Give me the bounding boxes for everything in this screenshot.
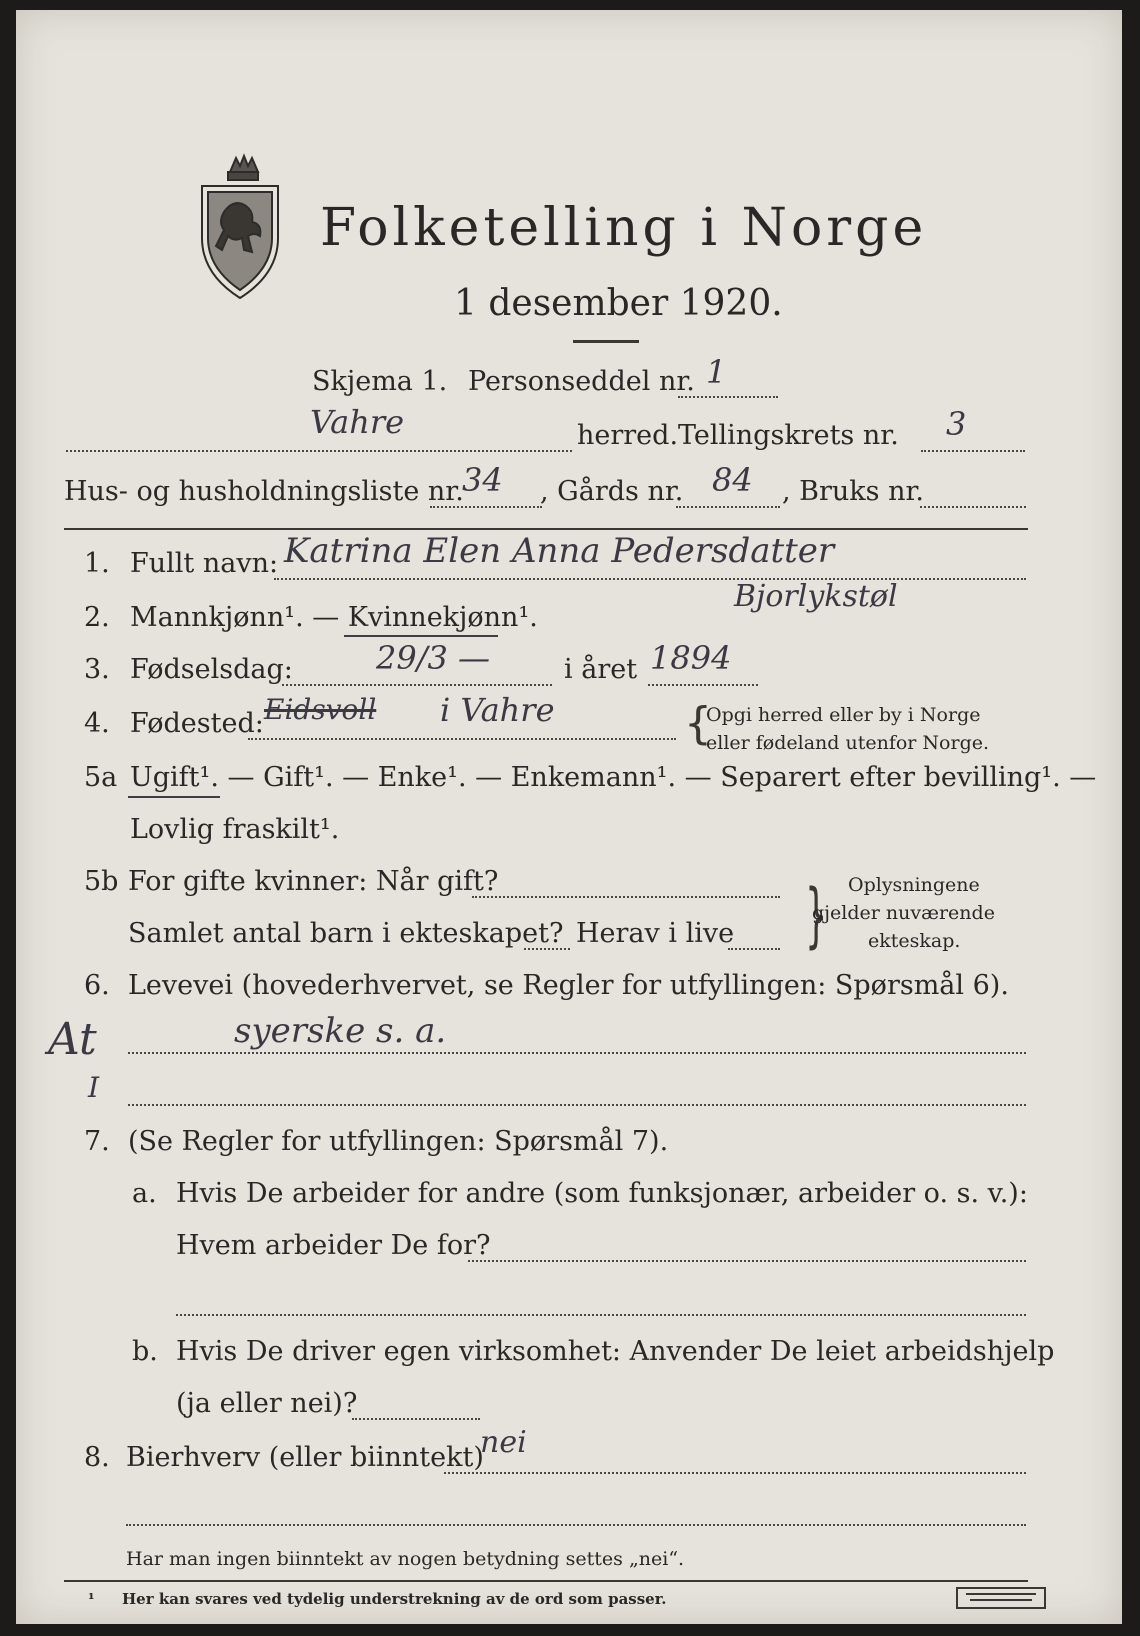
q5b-children-line (524, 948, 570, 950)
personseddel-line (678, 396, 778, 398)
q5b-alive-line (728, 948, 780, 950)
q1-label: Fullt navn: (130, 548, 279, 579)
q7a-line-extra (176, 1314, 1026, 1316)
q2-label: Mannkjønn¹. — Kvinnekjønn¹. (130, 602, 538, 633)
title-divider (573, 340, 639, 343)
q5a-line1: Ugift¹. — Gift¹. — Enke¹. — Enkemann¹. — Separert efter bevilling¹. — (130, 762, 1097, 793)
q6-label: Levevei (hovederhvervet, se Regler for utfyllingen: Spørsmål 6). (128, 970, 1009, 1001)
q7a-line (468, 1260, 1026, 1262)
herred-label: herred. (577, 420, 679, 451)
q5b-number: 5b (84, 866, 119, 897)
q5b-note-line2: gjelder nuværende (812, 902, 995, 924)
footer-divider (64, 1580, 1028, 1582)
tellingskrets-value: 3 (946, 405, 967, 443)
printer-stamp-icon (956, 1587, 1046, 1609)
q6-line1 (128, 1052, 1026, 1054)
gards-label: , Gårds nr. (540, 476, 684, 507)
q7b-line (352, 1418, 480, 1420)
q4-struck-value: Eidsvoll (264, 693, 377, 726)
household-list-line (430, 506, 542, 508)
personseddel-label: Personseddel nr. (468, 366, 695, 397)
q6-number: 6. (84, 970, 110, 1001)
q4-line (248, 738, 676, 740)
gards-value: 84 (712, 461, 753, 499)
q4-number: 4. (84, 708, 110, 739)
q1-number: 1. (84, 548, 110, 579)
section-divider (64, 528, 1028, 530)
tellingskrets-label: Tellingskrets nr. (678, 420, 899, 451)
household-list-label: Hus- og husholdningsliste nr. (64, 476, 464, 507)
q3-number: 3. (84, 654, 110, 685)
bruks-line (920, 506, 1026, 508)
coat-of-arms-icon (194, 142, 286, 302)
q3-year-value: 1894 (650, 639, 732, 677)
q5a-number: 5a (84, 762, 118, 793)
q8-value: nei (480, 1425, 527, 1460)
herred-line (66, 450, 572, 452)
q5b-line1: For gifte kvinner: Når gift? (128, 866, 499, 897)
footer-note: Har man ingen biinntekt av nogen betydning settes „nei“. (126, 1548, 685, 1570)
household-list-value: 34 (462, 461, 503, 499)
q5b-note-line1: Oplysningene (848, 874, 980, 896)
q7a-letter: a. (132, 1178, 157, 1209)
tellingskrets-line (921, 450, 1025, 452)
q7b-line2: (ja eller nei)? (176, 1388, 358, 1419)
q4-note-line1: Opgi herred eller by i Norge (706, 704, 981, 726)
gards-line (676, 506, 780, 508)
q5a-underline-ugift (128, 796, 220, 798)
q8-line (444, 1472, 1026, 1474)
census-form (16, 10, 1122, 1624)
q1-line (274, 578, 1026, 580)
q7-label: (Se Regler for utfyllingen: Spørsmål 7). (128, 1126, 669, 1157)
q3-year-line (648, 684, 758, 686)
q3-line (282, 684, 552, 686)
q6-margin-mark-2: I (88, 1071, 100, 1104)
q5b-note-line3: ekteskap. (868, 930, 961, 952)
q3-year-label: i året (564, 654, 638, 685)
q8-number: 8. (84, 1442, 110, 1473)
census-date: 1 desember 1920. (454, 283, 783, 324)
q5b-brace: } (805, 874, 828, 956)
q1-value-surname: Bjorlykstøl (734, 579, 898, 614)
herred-value: Vahre (310, 403, 405, 441)
footnote-mark: ¹ (88, 1590, 95, 1608)
q2-underline-kvinnekjonn (344, 635, 498, 637)
q7b-letter: b. (132, 1336, 158, 1367)
q4-brace: { (684, 698, 712, 749)
q7a-line2: Hvem arbeider De for? (176, 1230, 491, 1261)
q7a-line1: Hvis De arbeider for andre (som funksjonær, arbeider o. s. v.): (176, 1178, 1028, 1209)
q7b-line1: Hvis De driver egen virksomhet: Anvender De leiet arbeidshjelp (176, 1336, 1055, 1367)
q8-line-extra (126, 1524, 1026, 1526)
q4-note-line2: eller fødeland utenfor Norge. (706, 732, 990, 754)
footnote-text: Her kan svares ved tydelig understrekning av de ord som passer. (122, 1590, 667, 1608)
q4-label: Fødested: (130, 708, 264, 739)
q6-margin-mark: At (48, 1014, 97, 1065)
schema-label: Skjema 1. (312, 366, 448, 397)
q4-value: i Vahre (440, 691, 555, 729)
bruks-label: , Bruks nr. (782, 476, 925, 507)
form-title: Folketelling i Norge (320, 198, 928, 258)
q3-value: 29/3 — (376, 639, 491, 677)
personseddel-value: 1 (706, 353, 727, 391)
q2-number: 2. (84, 602, 110, 633)
q5b-line2a: Samlet antal barn i ekteskapet? (128, 918, 564, 949)
q1-value: Katrina Elen Anna Pedersdatter (284, 531, 835, 571)
q8-label: Bierhverv (eller biinntekt) (126, 1442, 484, 1473)
q6-line2 (128, 1104, 1026, 1106)
q5b-line2b: Herav i live (576, 918, 735, 949)
q7-number: 7. (84, 1126, 110, 1157)
q6-value: syerske s. a. (234, 1011, 447, 1051)
q5a-line2: Lovlig fraskilt¹. (130, 814, 340, 845)
q5b-married-line (472, 896, 780, 898)
q3-label: Fødselsdag: (130, 654, 293, 685)
